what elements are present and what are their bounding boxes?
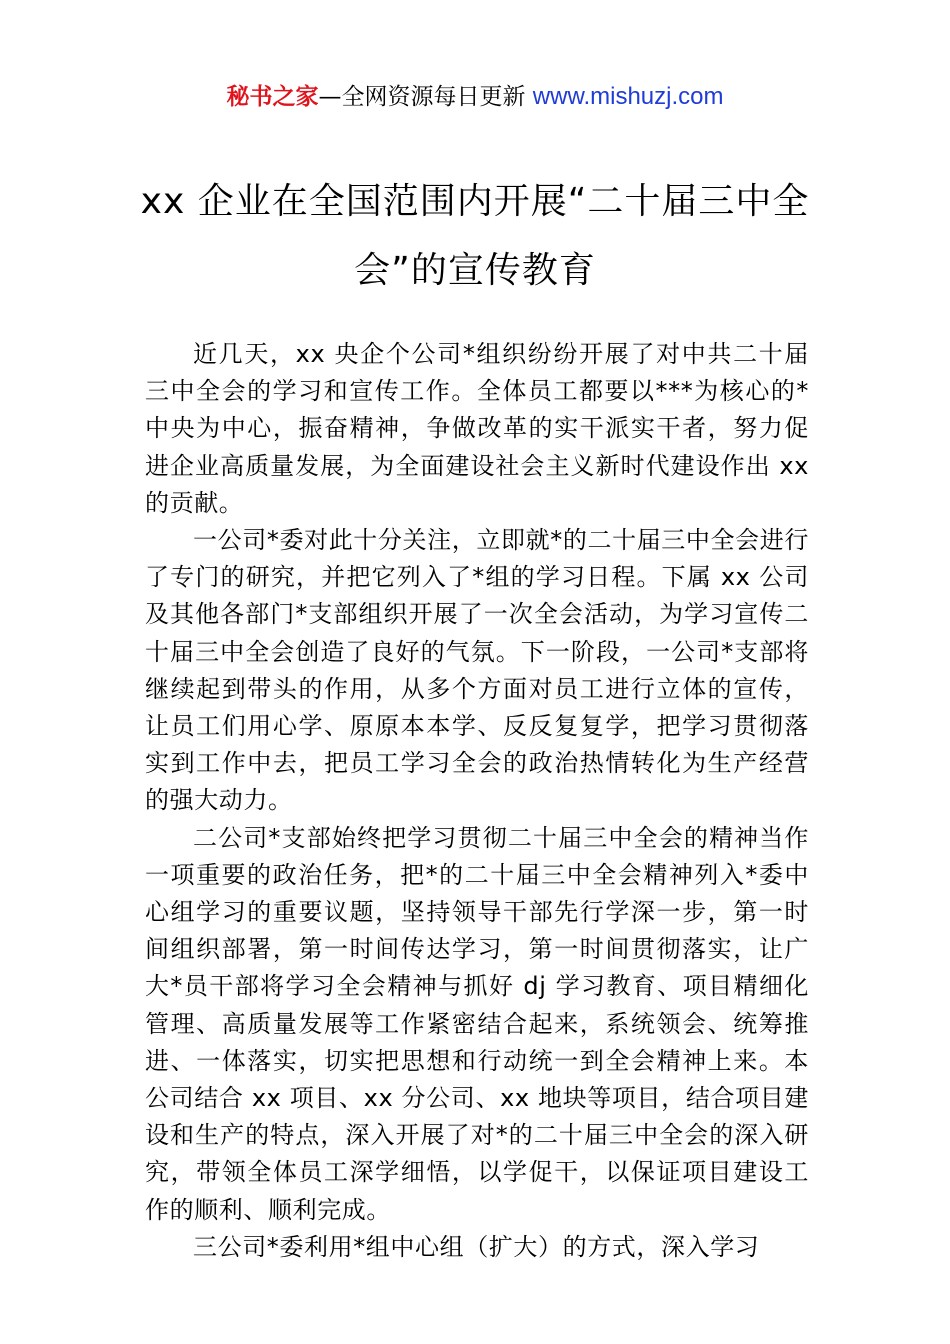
- document-title: [120, 172, 830, 301]
- site-header: [0, 80, 950, 114]
- document-title-line-1: xx 企业在全国范围内开展“二十届三中全: [140, 181, 810, 222]
- site-url-link[interactable]: www.mishuzj.com: [532, 83, 724, 110]
- document-title-line-2: 会”的宣传教育: [354, 250, 596, 291]
- body-paragraph: 二公司*支部始终把学习贯彻二十届三中全会的精神当作一项重要的政治任务，把*的二十届三中全会精神列入*委中心组学习的重要议题，坚持领导干部先行学深一步，第一时间组织部署，第一时间传达学习，第一时间贯彻落实，让广大*员干部将学习全会精神与抓好 dj 学习教育、项目精细化管理、高质量发展等工作紧密结合起来，系统领会、统筹推进、一体落实，切实把思想和行动统一到全会精神上来。本公司结合 xx 项目、xx 分公司、xx 地块等项目，结合项目建设和生产的特点，深入开展了对*的二十届三中全会的深入研究，带领全体员工深学细悟，以学促干，以保证项目建设工作的顺利、顺利完成。: [145, 823, 809, 1224]
- site-brand: 秘书之家: [226, 84, 319, 110]
- body-paragraph: 三公司*委利用*组中心组（扩大）的方式，深入学习: [193, 1232, 760, 1261]
- document-body: [145, 336, 809, 1266]
- body-paragraph: 一公司*委对此十分关注，立即就*的二十届三中全会进行了专门的研究，并把它列入了*组的学习日程。下属 xx 公司及其他各部门*支部组织开展了一次全会活动，为学习宣传二十届三中全会创造了良好的气氛。下一阶段，一公司*支部将继续起到带头的作用，从多个方面对员工进行立体的宣传，让员工们用心学、原原本本学、反反复复学，把学习贯彻落实到工作中去，把员工学习全会的政治热情转化为生产经营的强大动力。: [145, 526, 809, 815]
- site-tagline: —全网资源每日更新: [318, 84, 533, 110]
- body-paragraph: 近几天，xx 央企个公司*组织纷纷开展了对中共二十届三中全会的学习和宣传工作。全体员工都要以***为核心的*中央为中心，振奋精神，争做改革的实干派实干者，努力促进企业高质量发展，为全面建设社会主义新时代建设作出 xx 的贡献。: [145, 340, 809, 517]
